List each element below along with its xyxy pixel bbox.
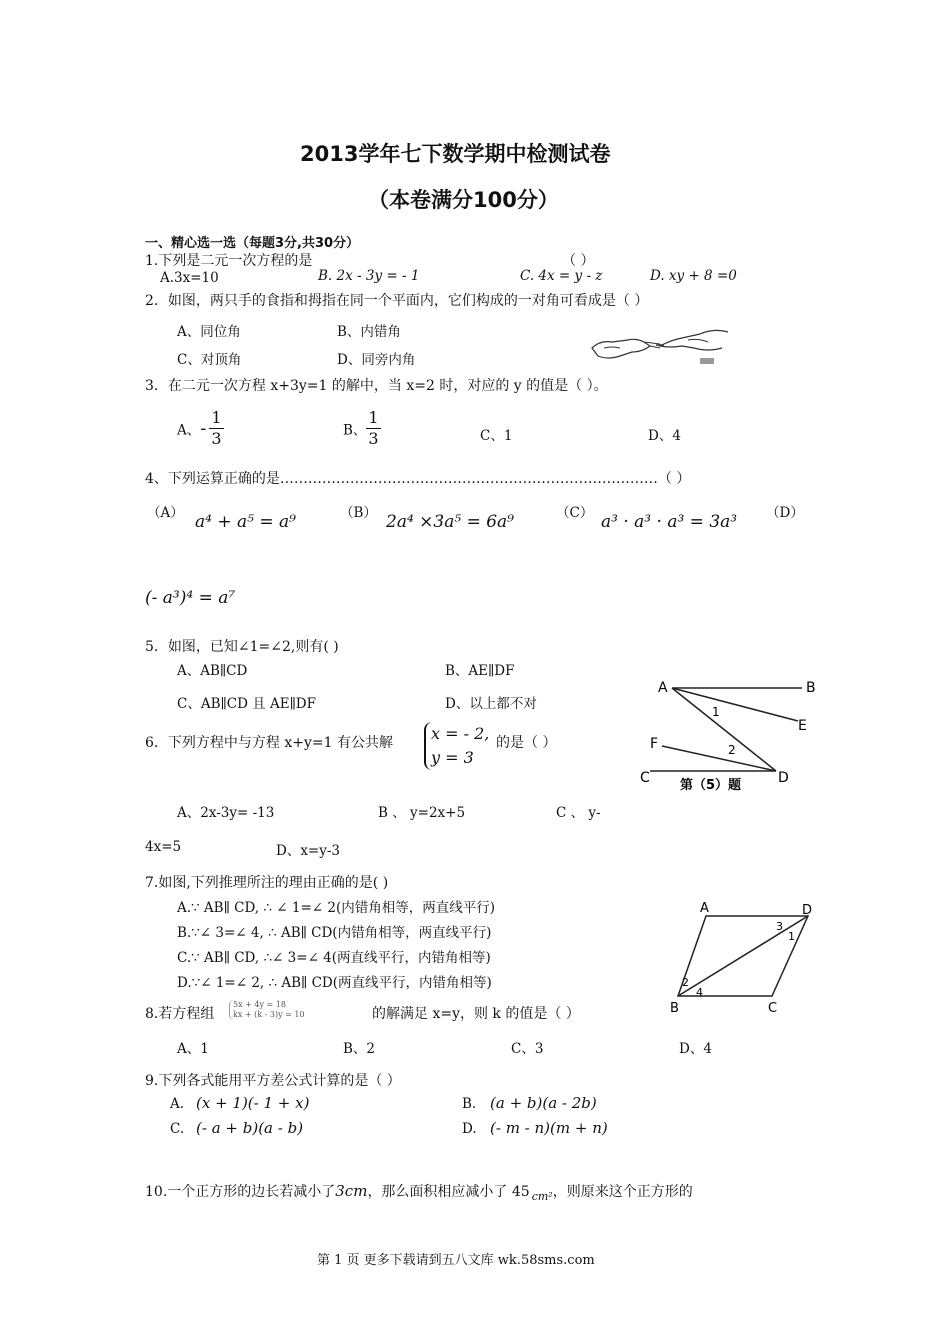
q9-label-b: B. bbox=[462, 1096, 477, 1112]
q6-option-d: D、x=y-3 bbox=[276, 843, 341, 859]
figure-q5 bbox=[636, 676, 826, 794]
q7-option-c: C.∵ AB∥ CD, ∴∠ 3=∠ 4(两直线平行，内错角相等) bbox=[177, 950, 491, 966]
q6-option-c: C 、 y- bbox=[556, 805, 601, 821]
q8-option-d: D、4 bbox=[679, 1041, 712, 1057]
q8-tail: 的解满足 x=y，则 k 的值是（ ） bbox=[372, 1006, 580, 1022]
q6-option-a: A、2x-3y= -13 bbox=[177, 805, 275, 821]
q8-stem: 8.若方程组 bbox=[145, 1006, 215, 1022]
fig7-label-d: D bbox=[802, 903, 813, 918]
q4-option-c: a³ · a³ · a³ = 3a³ bbox=[601, 512, 738, 532]
q8-system-brace bbox=[229, 1000, 305, 1020]
fig5-caption: 第（5）题 bbox=[680, 778, 742, 793]
q9-stem: 9.下列各式能用平方差公式计算的是（ ） bbox=[145, 1073, 401, 1089]
fig5-label-e: E bbox=[798, 718, 807, 734]
q3-option-a-label: A、 bbox=[177, 422, 201, 439]
q1-option-c: C. 4x = y - z bbox=[520, 268, 603, 284]
q8-system bbox=[229, 1000, 305, 1020]
figure-q7 bbox=[664, 898, 824, 1018]
q6-system-brace bbox=[424, 722, 489, 770]
q2-option-d: D、同旁内角 bbox=[337, 352, 416, 368]
q5-option-b: B、AE∥DF bbox=[445, 663, 515, 679]
q3-option-a-sign: - bbox=[200, 418, 207, 439]
fig7-angle-2: 2 bbox=[682, 976, 689, 989]
q4-label-b: （B） bbox=[340, 505, 377, 521]
q6-option-b: B 、 y=2x+5 bbox=[378, 805, 466, 821]
page-subtitle: （本卷满分100分） bbox=[368, 188, 559, 212]
q5-option-d: D、以上都不对 bbox=[445, 696, 537, 712]
q3-stem: 3．在二元一次方程 x+3y=1 的解中，当 x=2 时，对应的 y 的值是（ ）。 bbox=[145, 378, 608, 394]
q4-option-b: 2a⁴ ×3a⁵ = 6a⁹ bbox=[386, 512, 514, 532]
q9-label-a: A. bbox=[170, 1096, 185, 1112]
fig7-label-a: A bbox=[700, 901, 709, 916]
q8-option-c: C、3 bbox=[511, 1041, 544, 1057]
fig5-label-b: B bbox=[806, 680, 816, 696]
q3-option-a bbox=[177, 408, 224, 449]
q4-stem: 4、下列运算正确的是………………………………………………………………………（ ） bbox=[145, 471, 691, 487]
q6-system-eq2: y = 3 bbox=[431, 748, 474, 767]
q6-system-eq1: x = - 2, bbox=[431, 724, 490, 743]
q9-label-c: C. bbox=[170, 1121, 185, 1137]
q7-stem: 7.如图,下列推理所注的理由正确的是( ) bbox=[145, 875, 389, 891]
q1-paren: （ ） bbox=[562, 253, 595, 269]
q6-tail: 的是（ ） bbox=[496, 735, 557, 751]
q10-stem-start: 10.一个正方形的边长若减小了 bbox=[145, 1184, 336, 1200]
page-footer: 第 1 页 更多下载请到五八文库 wk.58sms.com bbox=[317, 1253, 595, 1268]
q3-fraction-a bbox=[209, 408, 223, 449]
q3-fraction-b bbox=[366, 408, 380, 449]
q4-label-d: （D） bbox=[766, 505, 804, 521]
q8-option-b: B、2 bbox=[343, 1041, 376, 1057]
fig7-label-b: B bbox=[670, 1001, 679, 1016]
q10-mid: ，那么面积相应减小了 45 bbox=[367, 1184, 530, 1200]
q8-system-eq2: kx + (k - 3)y = 10 bbox=[233, 1010, 305, 1019]
q7-option-a: A.∵ AB∥ CD, ∴ ∠ 1=∠ 2(内错角相等，两直线平行) bbox=[177, 900, 495, 916]
q2-stem: 2．如图，两只手的食指和拇指在同一个平面内，它们构成的一对角可看成是（ ） bbox=[145, 293, 649, 309]
q3-frac-b-num: 1 bbox=[368, 408, 379, 427]
q1-option-a: A.3x=10 bbox=[160, 270, 219, 286]
q3-frac-a-num: 1 bbox=[211, 408, 222, 427]
q10-line bbox=[145, 1181, 693, 1203]
q6-system bbox=[424, 722, 489, 770]
q4-label-c: （C） bbox=[556, 505, 594, 521]
q6-stem: 6．下列方程中与方程 x+y=1 有公共解 bbox=[145, 735, 393, 751]
q5-option-a: A、AB∥CD bbox=[177, 663, 248, 679]
fig5-label-a: A bbox=[658, 680, 668, 696]
q3-frac-a-den: 3 bbox=[211, 429, 222, 448]
q7-option-d: D.∵∠ 1=∠ 2, ∴ AB∥ CD(两直线平行，内错角相等) bbox=[177, 975, 492, 991]
q5-stem: 5．如图，已知∠1=∠2,则有( ) bbox=[145, 639, 339, 655]
fig5-label-f: F bbox=[650, 736, 659, 752]
section-heading: 一、精心选一选（每题3分,共30分） bbox=[145, 236, 360, 251]
fig5-angle-2: 2 bbox=[728, 743, 736, 757]
fig7-angle-1: 1 bbox=[788, 930, 795, 943]
q9-option-c: (- a + b)(a - b) bbox=[196, 1119, 304, 1137]
fig5-label-d: D bbox=[778, 770, 789, 786]
q10-unit: cm² bbox=[531, 1190, 553, 1203]
q3-option-b bbox=[343, 408, 381, 449]
q9-option-a: (x + 1)(- 1 + x) bbox=[196, 1094, 310, 1112]
q8-option-a: A、1 bbox=[177, 1041, 209, 1057]
q2-option-a: A、同位角 bbox=[177, 324, 241, 340]
page-title: 2013学年七下数学期中检测试卷 bbox=[300, 142, 611, 166]
q4-label-a: （A） bbox=[147, 505, 184, 521]
q9-option-b: (a + b)(a - 2b) bbox=[490, 1094, 597, 1112]
fig5-angle-1: 1 bbox=[712, 705, 720, 719]
q3-option-d: D、4 bbox=[648, 428, 681, 444]
q10-length: 3cm bbox=[335, 1182, 368, 1200]
fig7-angle-3: 3 bbox=[776, 920, 783, 933]
fig5-label-c: C bbox=[640, 770, 650, 786]
q4-option-a: a⁴ + a⁵ = a⁹ bbox=[195, 512, 296, 532]
hands-figure bbox=[590, 318, 730, 370]
q7-option-b: B.∵∠ 3=∠ 4, ∴ AB∥ CD(内错角相等，两直线平行) bbox=[177, 925, 492, 941]
q3-option-b-label: B、 bbox=[343, 422, 367, 439]
q8-system-eq1: 5x + 4y = 18 bbox=[233, 1000, 286, 1009]
q3-frac-b-den: 3 bbox=[368, 429, 379, 448]
fig7-angle-4: 4 bbox=[696, 986, 703, 999]
q2-option-b: B、内错角 bbox=[337, 324, 401, 340]
q1-option-b: B. 2x - 3y = - 1 bbox=[318, 268, 420, 284]
q6-option-c-cont: 4x=5 bbox=[145, 839, 182, 855]
q9-label-d: D. bbox=[462, 1121, 477, 1137]
q5-option-c: C、AB∥CD 且 AE∥DF bbox=[177, 696, 317, 712]
fig7-label-c: C bbox=[768, 1001, 778, 1016]
q3-option-c: C、1 bbox=[480, 428, 513, 444]
q10-end: ，则原来这个正方形的 bbox=[552, 1184, 693, 1200]
q4-option-d: (- a³)⁴ = a⁷ bbox=[145, 588, 236, 608]
q9-option-d: (- m - n)(m + n) bbox=[490, 1119, 608, 1137]
q1-option-d: D. xy + 8 =0 bbox=[650, 268, 737, 284]
q2-option-c: C、对顶角 bbox=[177, 352, 242, 368]
q1-stem: 1.下列是二元一次方程的是 bbox=[145, 253, 313, 269]
